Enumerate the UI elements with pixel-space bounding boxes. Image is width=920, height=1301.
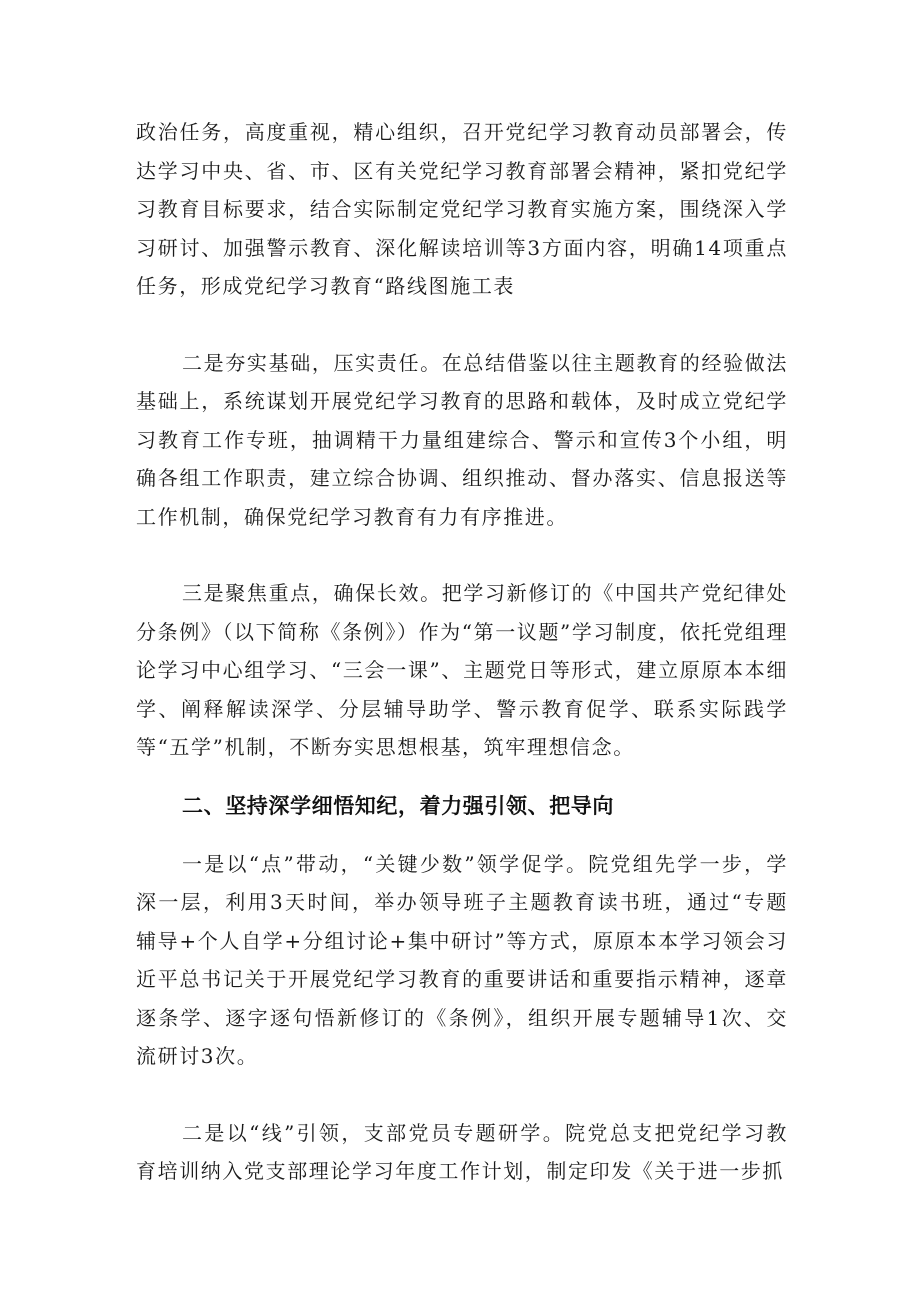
paragraph-point-led: 一是以“点”带动，“关键少数”领学促学。院党组先学一步，学深一层，利用3天时间，举办领导班子主题教育读书班，通过“专题辅导+个人自学+分组讨论+集中研讨”等方式，原原本本学习领会习近平总书记关于开展党纪学习教育的重要讲话和重要指示精神，逐章逐条学、逐字逐句悟新修订的《条例》，组织开展专题辅导1次、交流研讨3次。 — [136, 851, 788, 1068]
paragraph-spacer — [136, 825, 788, 845]
paragraph-focus: 三是聚焦重点，确保长效。把学习新修订的《中国共产党纪律处分条例》（以下简称《条例》）作为“第一议题”学习制度，依托党组理论学习中心组学习、“三会一课”、主题党日等形式，建立原原本本细学、阐释解读深学、分层辅导助学、警示教育促学、联系实际践学等“五学”机制，不断夯实思想根基，筑牢理想信念。 — [136, 581, 788, 759]
document-body — [136, 113, 788, 1191]
paragraph-tasks-continued: 政治任务，高度重视，精心组织，召开党纪学习教育动员部署会，传达学习中央、省、市、区有关党纪学习教育部署会精神，紧扣党纪学习教育目标要求，结合实际制定党纪学习教育实施方案，围绕深入学习研讨、加强警示教育、深化解读培训等3方面内容，明确14项重点任务，形成党纪学习教育“路线图施工表 — [136, 120, 788, 298]
paragraph-spacer — [136, 1076, 788, 1114]
paragraph-spacer — [136, 306, 788, 344]
section-heading: 二、坚持深学细悟知纪，着力强引领、把导向 — [182, 793, 614, 818]
paragraph-spacer — [136, 536, 788, 574]
paragraph-foundation: 二是夯实基础，压实责任。在总结借鉴以往主题教育的经验做法基础上，系统谋划开展党纪学习教育的思路和载体，及时成立党纪学习教育工作专班，抽调精干力量组建综合、警示和宣传3个小组，明确各组工作职责，建立综合协调、组织推动、督办落实、信息报送等工作机制，确保党纪学习教育有力有序推进。 — [136, 350, 788, 529]
paragraph-line-led: 二是以“线”引领，支部党员专题研学。院党总支把党纪学习教育培训纳入党支部理论学习年度工作计划，制定印发《关于进一步抓 — [136, 1120, 788, 1183]
paragraph-spacer — [136, 767, 788, 787]
